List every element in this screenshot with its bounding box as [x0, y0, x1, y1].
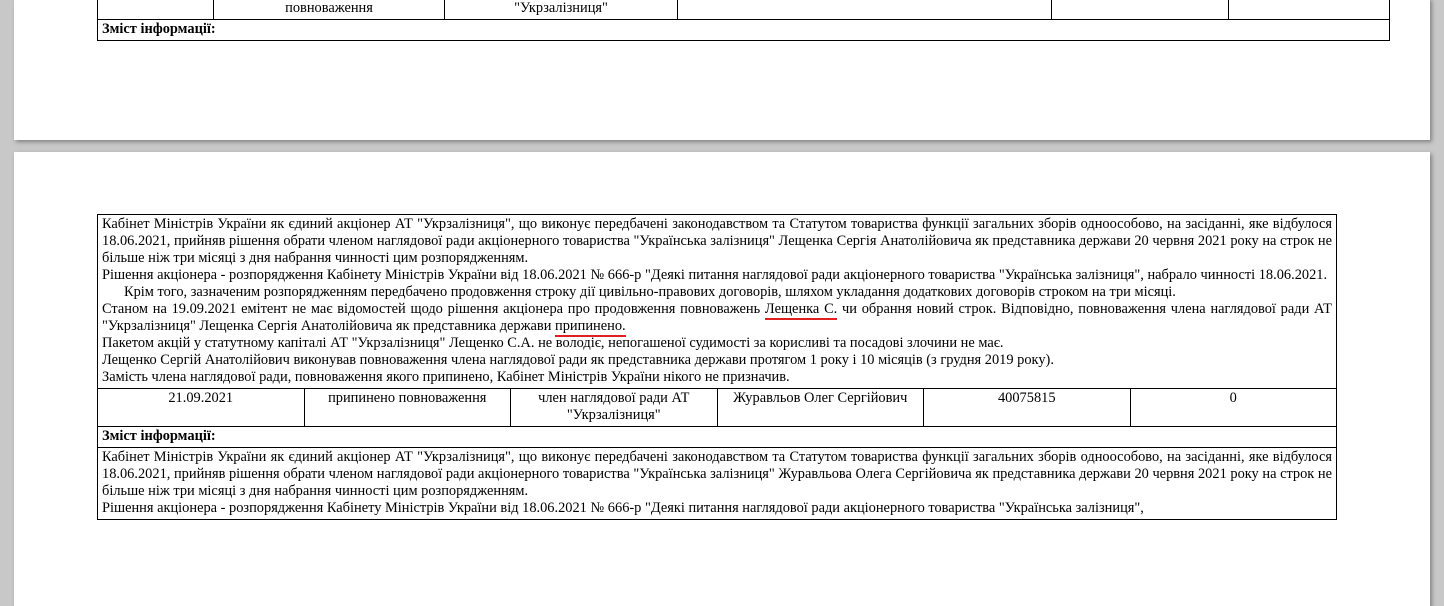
page-content-top: [14, 0, 1430, 140]
page-content-bottom: [14, 214, 1430, 520]
table-row-data: [98, 388, 1337, 426]
table-main: [97, 214, 1337, 520]
paragraph-1: Кабінет Міністрів України як єдиний акціонер АТ "Укрзалізниця", що виконує передбачені законодавством та Статутом товариства функції загальних зборів одноособово, на засіданні, яке відбулося 18.06.2021, прийняв рішення обрати членом наглядової ради акціонерного товариства "Українська залізниця" Лещенка Сергія Анатолійовича як представника держави 20 червня 2021 року на строк не більше ніж три місяці з дня набрання чинності цим розпорядженням.: [102, 216, 1332, 266]
cell-action: повноваження: [214, 0, 445, 19]
section-header-label: Зміст інформації:: [98, 19, 1390, 40]
paragraph-8: Кабінет Міністрів України як єдиний акціонер АТ "Укрзалізниця", що виконує передбачені законодавством та Статутом товариства функції загальних зборів одноособово, на засіданні, яке відбулося 18.06.2021, прийняв рішення обрати членом наглядової ради акціонерного товариства "Українська залізниця" Журавльова Олега Сергійовича як представника держави 20 червня 2021 року на строк не більше ніж три місяці з дня набрання чинності цим розпорядженням.: [102, 448, 1332, 499]
page-bottom-whitespace: [14, 41, 1430, 140]
page-top-margin: [14, 152, 1430, 214]
cell-position: "Укрзалізниця": [445, 0, 678, 19]
cell-information-content-2: [98, 447, 1337, 519]
table-row-section-header: [98, 19, 1390, 40]
cell-information-content-1: [98, 215, 1337, 389]
highlight-fragment-2: припинено.: [555, 318, 626, 337]
section-header-label: Зміст інформації:: [98, 426, 1337, 447]
paragraph-9: Рішення акціонера - розпорядження Кабінету Міністрів України від 18.06.2021 № 666-р "Деякі питання наглядової ради акціонерного товариства "Українська залізниця",: [102, 499, 1144, 516]
cell-share: [1229, 0, 1390, 19]
cell-name: [678, 0, 1052, 19]
paragraph-4-highlighted: Станом на 19.09.2021 емітент не має відомостей щодо рішення акціонера про продовження повноважень Лещенка С. чи обрання новий строк. Відповідно, повноваження члена наглядової ради АТ "Укрзалізниця" Лещенка Сергія Анатолійовича як представника держави припинено.: [102, 301, 1332, 335]
document-page-current: [14, 152, 1430, 606]
cell-action: припинено повноваження: [304, 388, 511, 426]
table-row-body-1: [98, 215, 1337, 389]
cell-name: Журавльов Олег Сергійович: [717, 388, 924, 426]
highlight-fragment-1: Лещенка С.: [765, 301, 837, 320]
table-row-section-header: [98, 426, 1337, 447]
cell-code: 40075815: [924, 388, 1131, 426]
cell-date: 21.09.2021: [98, 388, 305, 426]
paragraph-3: Крім того, зазначеним розпорядженням передбачено продовження строку дії цивільно-правових договорів, шляхом укладання додаткових договорів строком на три місяці.: [124, 283, 1176, 300]
paragraph-6: Лещенко Сергій Анатолійович виконував повноваження члена наглядової ради як представника держави протягом 1 року і 10 місяців (з грудня 2019 року).: [102, 351, 1054, 368]
paragraph-2: Рішення акціонера - розпорядження Кабінету Міністрів України від 18.06.2021 № 666-р "Деякі питання наглядової ради акціонерного товариства "Українська залізниця", набрало чинності 18.06.2021.: [102, 266, 1328, 283]
cell-code: [1052, 0, 1229, 19]
cell-position: член наглядової ради АТ "Укрзалізниця": [511, 388, 718, 426]
cell-date: [98, 0, 214, 19]
cell-share: 0: [1130, 388, 1337, 426]
table-top-fragment: [97, 0, 1390, 41]
paragraph-5: Пакетом акцій у статутному капіталі АТ "Укрзалізниця" Лещенко С.А. не володіє, непогашеної судимості за корисливі та посадові злочини не має.: [102, 334, 1004, 351]
document-page-previous: [14, 0, 1430, 140]
table-row-body-2: [98, 447, 1337, 519]
paragraph-7: Замість члена наглядової ради, повноваження якого припинено, Кабінет Міністрів України нікого не призначив.: [102, 368, 790, 385]
table-row: [98, 0, 1390, 19]
